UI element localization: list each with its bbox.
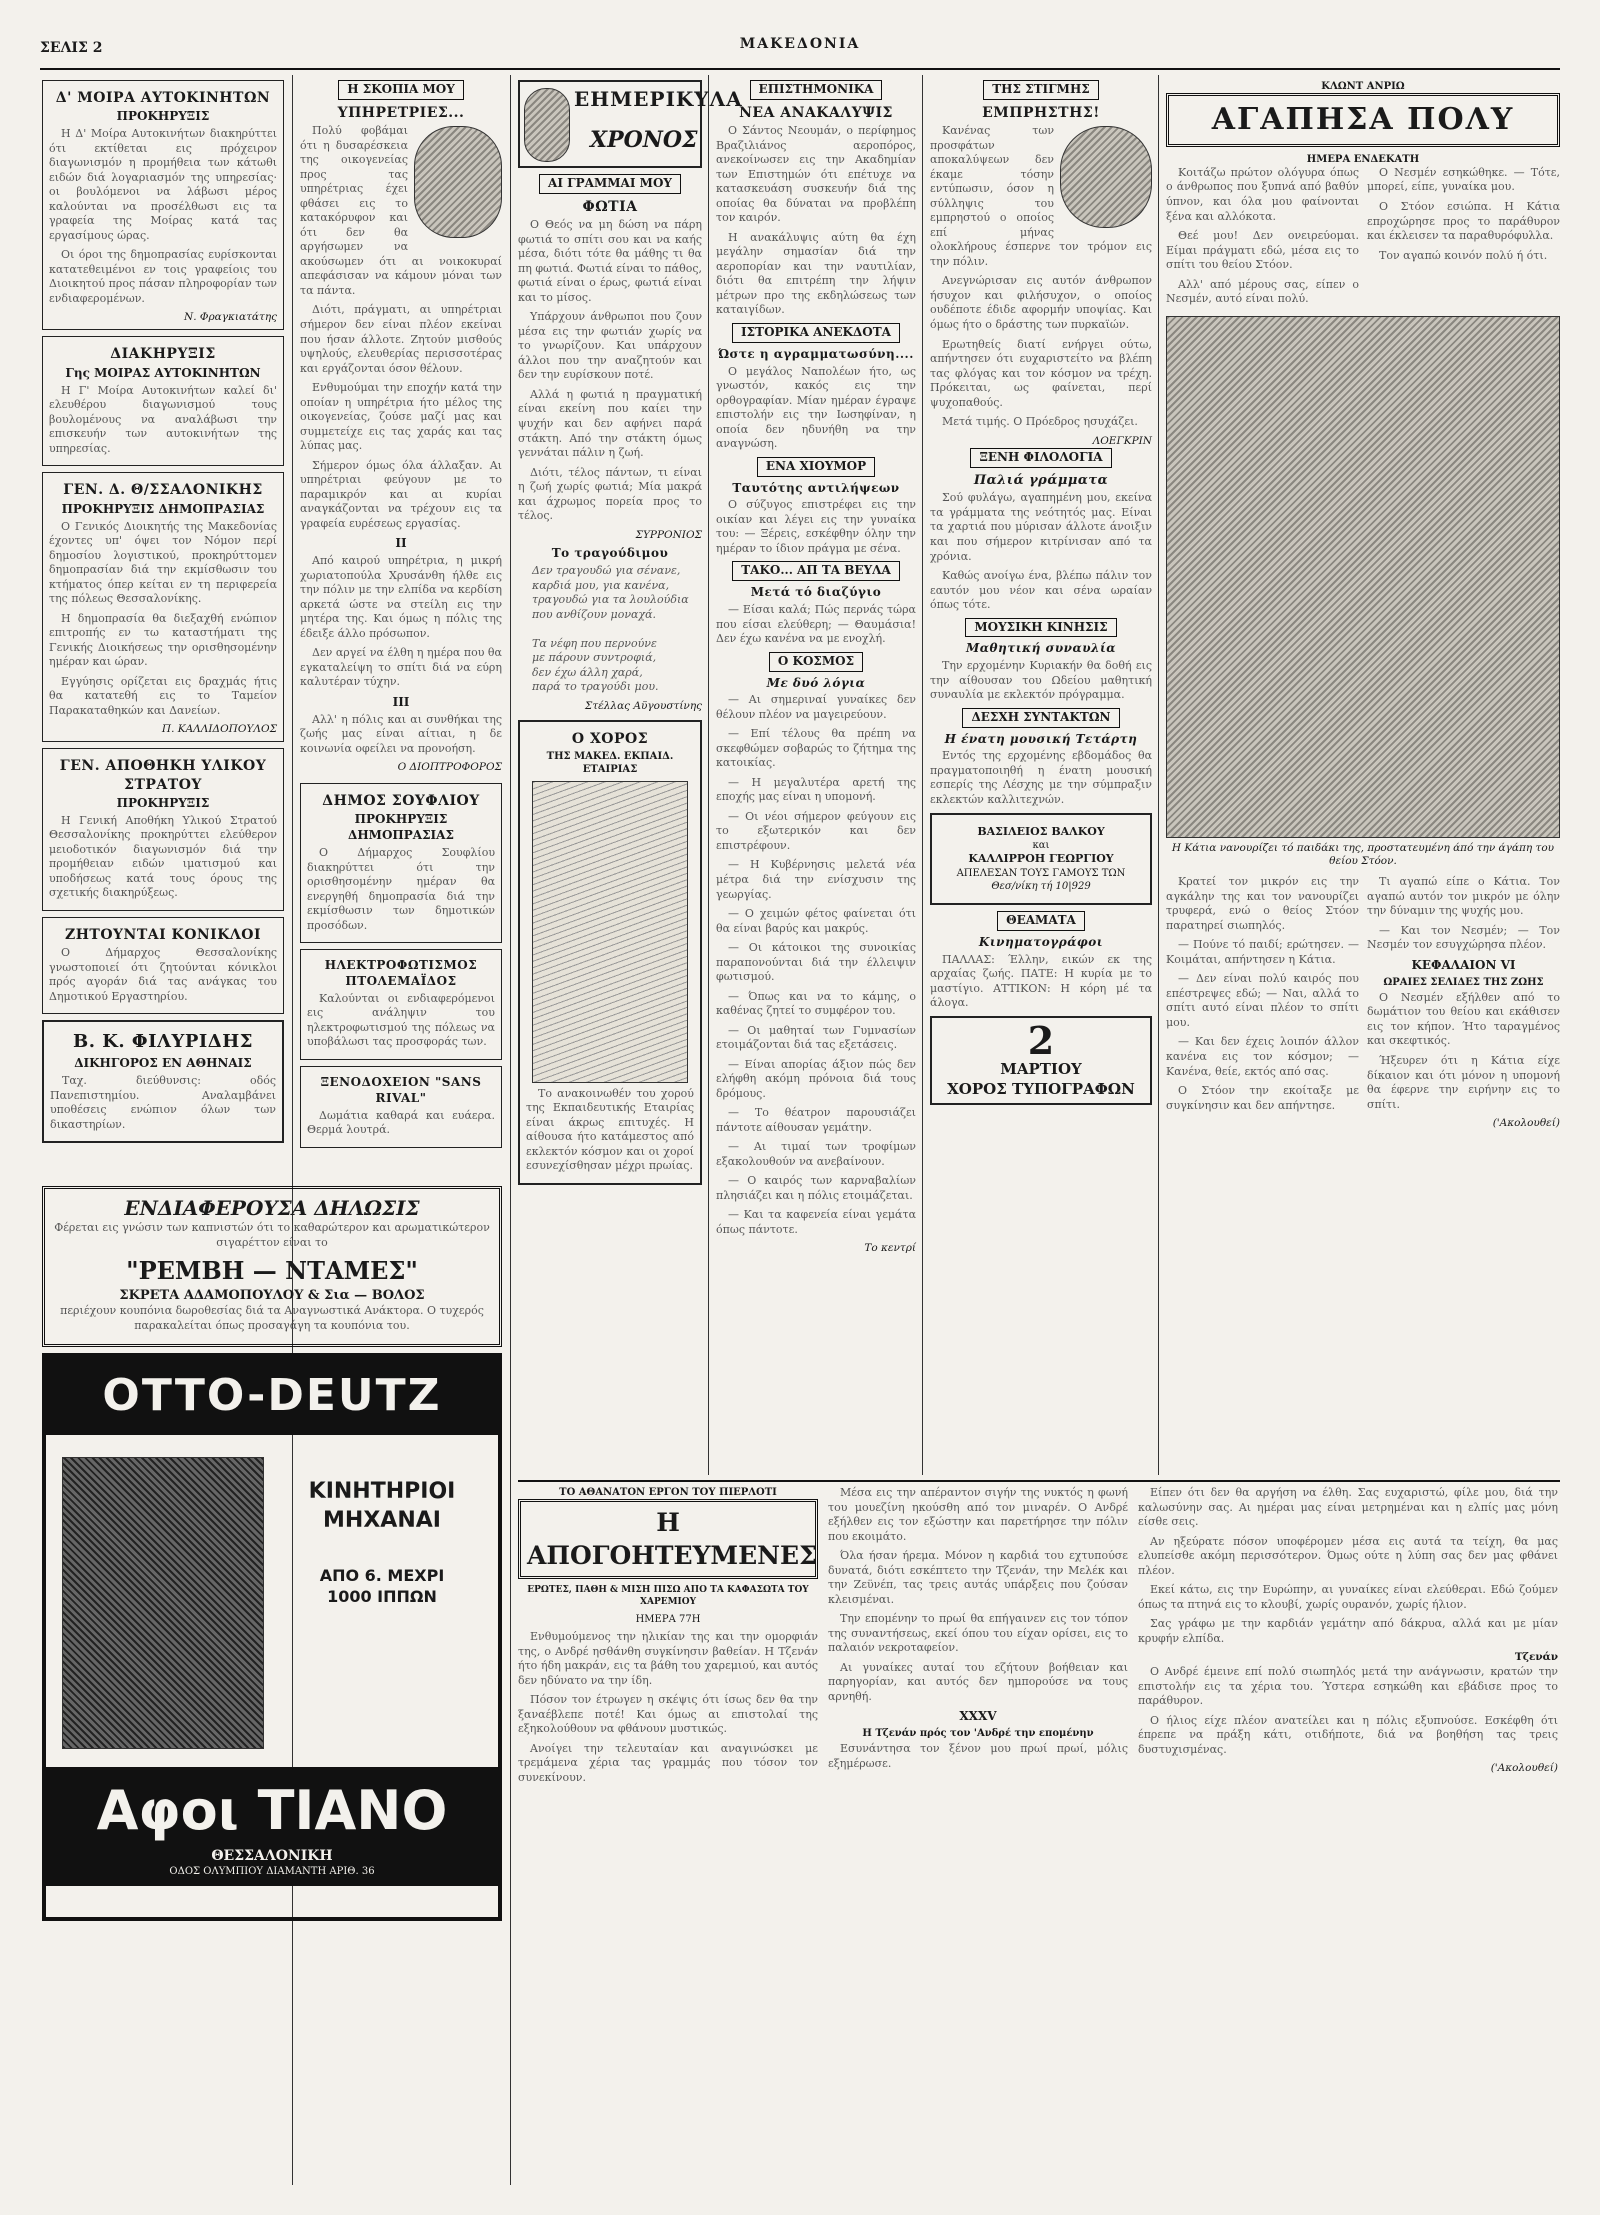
banner-face-illustration	[524, 88, 570, 162]
banner-word-2: ΧΡΟΝΟΣ	[590, 127, 698, 153]
ball-month: ΜΑΡΤΙΟΥ	[1000, 1059, 1082, 1078]
ad-otto-deutz	[42, 1353, 502, 1921]
continued-note: ('Ακολουθεί)	[1490, 1762, 1558, 1775]
poem-signature: Στέλλας Αϋγουστίνης	[584, 699, 702, 712]
ad-typographers-ball	[930, 1016, 1152, 1106]
masthead	[40, 30, 1560, 70]
ad-title: ΞΕΝΟΔΟΧΕΙΟΝ "SANS RIVAL"	[320, 1074, 482, 1105]
notice-subtitle: ΠΡΟΚΗΡΥΞΙΣ	[116, 109, 210, 124]
notice-title: ΖΗΤΟΥΝΤΑΙ ΚΟΝΙΚΛΟΙ	[64, 926, 262, 943]
portrait-illustration	[1060, 126, 1152, 228]
feuilleton-col-2: Μέσα εις την απέραντον σιγήν της νυκτός η φωνή του μουεζίνη ηκούσθη από τον μιναρέν. Ο Ανδρέ εξήλθεν εις τον εξώστην και παρετήρησε την πόλιν που εκοιμάτο. Όλα ήσαν ήρεμα. Μόνον η καρδιά του εχτυπούσε δυνατά, διότι εσκέπτετο την Τζενάν, την Μελέκ και την Ζεϋνέπ, τας τρεις αυτάς υπάρξεις που ζούσαν κλεισμέναι. Την επομένην το πρωί θα επήγαινεν εις τον τόπον της συναντήσεως, εκεί όπου του είχαν ορίσει, εις το παλαιόν νεκροταφείον. Αι γυναίκες αυταί του εζήτουν βοήθειαν και παρηγορίαν, και αυτός δεν ημπορούσε να τους αρνηθή. XXXV Η Τζενάν πρός τον 'Ανδρέ την επομένην Εσυνάντησα τον ξένον μου πρωί πρωί, μόλις εξημέρωσε.	[828, 1486, 1128, 1770]
feuilleton-subtitle: ΕΡΩΤΕΣ, ΠΑΘΗ & ΜΙΣΗ ΠΙΣΩ ΑΠΟ ΤΑ ΚΑΦΑΣΩΤΑ ΤΟΥ ΧΑΡΕΜΙΟΥ	[527, 1585, 809, 1608]
section-tag: ΑΙ ΓΡΑΜΜΑΙ ΜΟΥ	[539, 174, 681, 194]
poem-title: Το τραγούδιμου	[551, 546, 669, 561]
section-tag: ΕΠΙΣΤΗΜΟΝΙΚΑ	[750, 80, 883, 100]
notice-title: Δ' ΜΟΙΡΑ ΑΥΤΟΚΙΝΗΤΩΝ	[55, 90, 271, 106]
notice-general-administration: ΓΕΝ. Δ. Θ/ΣΣΑΛΟΝΙΚΗΣ ΠΡΟΚΗΡΥΞΙΣ ΔΗΜΟΠΡΑΣΙΑΣ Ο Γενικός Διοικητής της Μακεδονίας έχοντες υπ' όψει τον Νόμον περί δημοσίου λογιστικού, προκηρύττομεν δημοπρασίαν διά την εκμίσθωσιν του κτήματος όπερ κείται εν τη περιφερεία της πόλεως Θεσσαλονίκης. Η δημοπρασία θα διεξαχθή ενώπιον επιτροπής εν τω καταστήματι της Γενικής Διοικήσεως την ορισθησομένην ημέραν και ώραν. Εγγύησις ορίζεται εις δραχμάς ήτις θα κατατεθή εις το Ταμείον Παρακαταθηκών και Δανείων. Π. ΚΑΛΛΙΔΟΠΟΥΛΟΣ	[42, 472, 284, 742]
ad-hotel: ΞΕΝΟΔΟΧΕΙΟΝ "SANS RIVAL" Δωμάτια καθαρά και ευάερα. Θερμά λουτρά.	[300, 1066, 502, 1148]
notice-rabbits: ΖΗΤΟΥΝΤΑΙ ΚΟΝΙΚΛΟΙ Ο Δήμαρχος Θεσσαλονίκης γνωστοποιεί ότι ζητούνται κόνικλοι πρός αγοράν διά τας ανάγκας του Δημοτικού Εργαστηρίου.	[42, 917, 284, 1015]
section-tag: ΞΕΝΗ ΦΙΛΟΛΟΓΙΑ	[970, 448, 1111, 468]
column-6: ΚΛΩΝΤ ΑΝΡΙΩ ΑΓΑΠΗΣΑ ΠΟΛΥ ΗΜΕΡΑ ΕΝΔΕΚΑΤΗ Κοιτάζω πρώτον ολόγυρα όπως ο άνθρωπος που ξυπνά από βαθύν ύπνον, και όλα μου φαίνονται ξένα και αλλόκοτα. Θεέ μου! Δεν ονειρεύομαι. Είμαι πράγματι εδώ, μέσα εις το σπίτι του θείου Στόον. Αλλ' από μέρους σας, είπεν ο Νεσμέν, αυτό είναι πολύ. Ο Νεσμέν εσηκώθηκε. — Τότε, μπορεί, είπε, γυναίκα μου. Ο Στόον εσιώπα. Η Κάτια επροχώρησε προς το παράθυρον και έκλεισεν τα παραθυρόφυλλα. Τον αγαπώ κοινόν πολύ ή ότι. Η Κάτια νανουρίζει τό παιδάκι της, προστατευμένη άπό την άγάπη του θείου Στόον. Κρατεί τον μικρόν εις την αγκάλην της και τον νανουρίζει τρυφερά, ενώ ο θείος Στόον παρατηρεί σιωπηλός. — Πούνε τό παιδί; ερώτησεν. — Κοιμάται, απήντησεν η Κάτια. — Δεν είναι πολύ καιρός που επέστρεψες εδώ; — Ναι, αλλά το σπίτι αυτό είναι πλέον το σπίτι μου. — Και δεν έχεις λοιπόν άλλον κανένα εις τον κόσμον; — Κανένα, θείε, εκτός από σας. Ο Στόον την εκοίταξε με συγκίνησιν και δεν απήντησε. Τι αγαπώ είπε ο Κάτια. Τον αγαπώ αυτόν τον μικρόν με όλην την δύναμιν της ψυχής μου. — Και τον Νεσμέν; — Τον Νεσμέν τον εσυγχώρησα πλέον. ΚΕΦΑΛΑΙΟΝ VI ΩΡΑΙΕΣ ΣΕΛΙΔΕΣ ΤΗΣ ΖΩΗΣ Ο Νεσμέν εξήλθεν από το δωμάτιον του θείου και εκάθισεν εις τον κήπον. Ήτο ταραγμένος και σκεφτικός. Ήξευρεν ότι η Κάτια είχε δίκαιον και ότι μόνον η υπομονή θα έφερνε την ειρήνην εις το σπίτι. ('Ακολουθεί)	[1166, 81, 1560, 1130]
ad-subtitle: ΔΙΚΗΓΟΡΟΣ ΕΝ ΑΘΗΝΑΙΣ	[74, 1056, 252, 1071]
article-title: Ο ΧΟΡΟΣ	[571, 730, 649, 747]
article-signature: Ο ΔΙΟΠΤΡΟΦΟΡΟΣ	[397, 761, 502, 774]
serial-title-box	[1166, 93, 1560, 147]
article-title: Παλιά γράμματα	[973, 473, 1109, 489]
column-rule	[708, 75, 709, 1475]
ad-dealer: Αφοι ΤΙΑΝΟ	[96, 1779, 448, 1843]
notice-title: ΔΙΑΚΗΡΥΞΙΣ	[110, 346, 216, 363]
ball-day: 2	[1027, 1017, 1055, 1063]
ad-address: ΟΔΟΣ ΟΛΥΜΠΙΟΥ ΔΙΑΜΑΝΤΗ ΑΡΙΘ. 36	[169, 1866, 375, 1878]
bottom-ads	[42, 1180, 502, 2180]
section-tag: Ο ΚΟΣΜΟΣ	[769, 652, 863, 672]
notice-signature: Π. ΚΑΛΛΙΔΟΠΟΥΛΟΣ	[161, 723, 277, 736]
column-rule	[922, 75, 923, 1475]
column-5: ΤΗΣ ΣΤΙΓΜΗΣ ΕΜΠΡΗΣΤΗΣ! Κανένας των προσφάτων αποκαλύψεων δεν έκαμε τόσην εντύπωσιν, όσον η σύλληψις του εμπρηστού ο οποίος επί μήνας ολοκλήρους έσπερνε τον τρόμον εις την πόλιν. Ανεγνώρισαν εις αυτόν άνθρωπον ήσυχον και φιλήσυχον, ο οποίος ουδέποτε έδιδε αφορμήν υποψίας. Και όμως ήτο ο δράστης των πυρκαϊών. Ερωτηθείς διατί ενήργει ούτω, απήντησεν ότι ευχαριστείτο να βλέπη τας φλόγας και τον κόσμον να τρέχη. Πρόκειται, ως φαίνεται, περί ψυχοπαθούς. Μετά τιμής. Ο Πρόεδρος ησυχάζει. ΛΟΕΓΚΡΙΝ ΞΕΝΗ ΦΙΛΟΛΟΓΙΑ Παλιά γράμματα Σού φυλάγω, αγαπημένη μου, εκείνα τα γράμματα της νεότητός μας. Είναι τα χαρτιά που μύρισαν άλλοτε άνοιξιν και που σήμερον κιτρίνισαν από τα χρόνια. Καθώς ανοίγω ένα, βλέπω πάλιν τον εαυτόν μου νέον και σένα ωραίαν όπως τότε. ΜΟΥΣΙΚΗ ΚΙΝΗΣΙΣ Μαθητική συναυλία Την ερχομένην Κυριακήν θα δοθή εις την αίθουσαν του Ωδείου μαθητική συναυλία με εκλεκτόν πρόγραμμα. ΔΕΣΧΗ ΣΥΝΤΑΚΤΩΝ Η ένατη μουσική Τετάρτη Εντός της ερχομένης εβδομάδος θα πραγματοποιηθή η ένατη μουσική εσπερίς της Λέσχης με την σύμπραξιν εκλεκτών καλλιτεχνών. ΒΑΣΙΛΕΙΟΣ ΒΑΛΚΟΥ και ΚΑΛΛΙΡΡΟΗ ΓΕΩΡΓΙΟΥ ΑΠΕΛΕΣΑΝ ΤΟΥΣ ΓΑΜΟΥΣ ΤΩΝ Θεσ/νίκη τή 10|929 ΘΕΑΜΑΤΑ Κινηματογράφοι ΠΑΛΛΑΣ: Έλλην, εικών εκ της αρχαίας ζωής. ΠΑΤΕ: Η κυρία με το μαστίγιο. ΑΤΤΙΚΟΝ: Η κόρη μέ τα άλογα. 2 ΜΑΡΤΙΟΥ ΧΟΡΟΣ ΤΥΠΟΓΡΑΦΩΝ	[930, 80, 1152, 1470]
ad-title: ΕΝΔΙΑΦΕΡΟΥΣΑ ΔΗΛΩΣΙΣ	[124, 1196, 420, 1220]
article-signature: ΣΥΡΡΟΝΙΟΣ	[635, 528, 702, 541]
feuilleton-section	[518, 1480, 1560, 2186]
section-tag: ΘΕΑΜΑΤΑ	[997, 911, 1085, 931]
chapter-number: ΚΕΦΑΛΑΙΟΝ VI	[1411, 957, 1516, 972]
notice-subtitle: ΠΡΟΚΗΡΥΞΙΣ	[116, 796, 210, 811]
article-title: ΝΕΑ ΑΝΑΚΑΛΥΨΙΣ	[739, 104, 893, 121]
article-signature: Το κεντρί	[864, 1242, 916, 1255]
article-title: Με δυό λόγια	[766, 675, 866, 690]
ad-declaration: ΕΝΔΙΑΦΕΡΟΥΣΑ ΔΗΛΩΣΙΣ Φέρεται εις γνώσιν των καπνιστών ότι το καθαρώτερον και αρωματικώτερον σιγαρέττον είναι το "ΡΕΜΒΗ — ΝΤΑΜΕΣ" ΣΚΡΕΤΑ ΑΔΑΜΟΠΟΥΛΟΥ & Σια — ΒΟΛΟΣ περιέχουν κουπόνια δωροθεσίας διά τα Αναγνωστικά Ανάκτορα. Ο τυχερός παρακαλείται όπως προσαγάγη τα κουπόνια του.	[42, 1186, 502, 1347]
section-tag: ΤΗΣ ΣΤΙΓΜΗΣ	[983, 80, 1099, 100]
article-title: Ταυτότης αντιλήψεων	[732, 480, 900, 495]
section-tag: ΤΑΚΟ... ΑΠ ΤΑ ΒΕΥΛΑ	[732, 561, 900, 581]
ad-brand: OTTO-DEUTZ	[46, 1357, 498, 1435]
section-tag: ΔΕΣΧΗ ΣΥΝΤΑΚΤΩΝ	[962, 708, 1119, 728]
masthead-rule	[40, 68, 1560, 70]
wedding-announcement	[930, 813, 1152, 906]
article-title: Ώστε η αγραμματωσύνη....	[718, 346, 914, 361]
column-1	[42, 80, 284, 1170]
ad-line: ΚΙΝΗΤΗΡΙΟΙ	[308, 1479, 456, 1505]
fashion-illustration	[532, 781, 688, 1083]
ad-line: 1000 ΙΠΠΩΝ	[327, 1587, 437, 1607]
article-subtitle: ΤΗΣ ΜΑΚΕΔ. ΕΚΠΑΙΔ. ΕΤΑΙΡΙΑΣ	[546, 751, 674, 776]
notice-title: ΓΕΝ. ΑΠΟΘΗΚΗ ΥΛΙΚΟΥ ΣΤΡΑΤΟΥ	[59, 758, 267, 793]
notice-title: ΓΕΝ. Δ. Θ/ΣΣΑΛΟΝΙΚΗΣ	[63, 482, 263, 499]
notice-declaration: ΔΙΑΚΗΡΥΞΙΣ Γης ΜΟΙΡΑΣ ΑΥΤΟΚΙΝΗΤΩΝ Η Γ' Μοίρα Αυτοκινήτων καλεί δι' ελευθέρου διαγωνισμού τους βουλομένους να αναλάβωσι την επισκευήν των αυτοκινήτων της υπηρεσίας.	[42, 336, 284, 466]
notice-title: ΔΗΜΟΣ ΣΟΥΦΛΙΟΥ	[322, 792, 480, 809]
chapter-title: Η Τζενάν πρός τον 'Ανδρέ την επομένην	[862, 1728, 1094, 1740]
wedding-and: και	[1032, 840, 1050, 852]
photo-caption: Η Κάτια νανουρίζει τό παιδάκι της, προστατευμένη άπό την άγάπη του θείου Στόον.	[1171, 841, 1555, 868]
article-title: ΥΠΗΡΕΤΡΙΕΣ...	[337, 104, 465, 121]
ad-line: ΜΗΧΑΝΑΙ	[323, 1508, 441, 1534]
column-2: Η ΣΚΟΠΙΑ ΜΟΥ ΥΠΗΡΕΤΡΙΕΣ... Πολύ φοβάμαι ότι η δυσαρέσκεια της οικογενείας προς τας υπηρέτριας έχει φθάσει εις το κατακόρυφον και ότι δεν θα αργήσωμεν να ακούσωμεν ότι αι νοικοκυραί απεφάσισαν να κάμουν μόναι των τα πάντα. Διότι, πράγματι, αι υπηρέτριαι σήμερον δεν είναι πλέον εκείναι που ήσαν άλλοτε. Ζητούν μισθούς υψηλούς, ελευθερίας περισσοτέρας και εργάζονται όσον θέλουν. Ενθυμούμαι την εποχήν κατά την οποίαν η υπηρέτρια ήτο μέλος της οικογενείας, ζούσε μαζί μας και συμμετείχε εις τας χαράς και τας λύπας μας. Σήμερον όμως όλα άλλαξαν. Αι υπηρέτριαι φεύγουν με το παραμικρόν και αι κυρίαι αναγκάζονται να τρέχουν εις τα γραφεία ευρέσεως εργασίας. ΙΙ Από καιρού υπηρέτρια, η μικρή χωριατοπούλα Χρυσάνθη ήλθε εις την πόλιν με την ελπίδα να κερδίση αρκετά ώστε να στείλη εις την μητέρα της. Και όμως η πόλις της έδειξε άλλο πρόσωπον. Δεν αργεί να έλθη η ημέρα που θα εγκαταλείψη το σπίτι διά να εύρη καλυτέραν τύχην. ΙΙΙ Αλλ' η πόλις και αι συνθήκαι της ζωής μας είναι αίτιαι, η δε κοινωνία οφείλει να προνοήση. Ο ΔΙΟΠΤΡΟΦΟΡΟΣ ΔΗΜΟΣ ΣΟΥΦΛΙΟΥ ΠΡΟΚΗΡΥΞΙΣ ΔΗΜΟΠΡΑΣΙΑΣ Ο Δήμαρχος Σουφλίου διακηρύττει ότι την ορισθησομένην ημέραν θα ενεργηθή δημοπρασία διά την εκμίσθωσιν των δημοτικών προσόδων. ΗΛΕΚΤΡΟΦΩΤΙΣΜΟΣ ΠΤΟΛΕΜΑΪΔΟΣ Καλούνται οι ενδιαφερόμενοι εις ανάληψιν του ηλεκτροφωτισμού της πόλεως να υποβάλωσι τας προσφοράς των. ΞΕΝΟΔΟΧΕΙΟΝ "SANS RIVAL" Δωμάτια καθαρά και ευάερα. Θερμά λουτρά.	[300, 80, 502, 1170]
notice-electric-ptolemaida: ΗΛΕΚΤΡΟΦΩΤΙΣΜΟΣ ΠΤΟΛΕΜΑΪΔΟΣ Καλούνται οι ενδιαφερόμενοι εις ανάληψιν του ηλεκτροφωτισμού της πόλεως να υποβάλωσι τας προσφοράς των.	[300, 949, 502, 1060]
article-signature: ΛΟΕΓΚΡΙΝ	[1092, 434, 1152, 447]
ad-city: ΘΕΣΣΑΛΟΝΙΚΗ	[211, 1847, 333, 1864]
notice-motor-units: Δ' ΜΟΙΡΑ ΑΥΤΟΚΙΝΗΤΩΝ ΠΡΟΚΗΡΥΞΙΣ Η Δ' Μοίρα Αυτοκινήτων διακηρύττει ότι εκτίθεται εις πρόχειρον διαγωνισμόν η προμήθεια των κάτωθι ειδών διά λογαριασμόν της υπηρεσίας· οι βουλόμενοι να λάβωσι μέρος καλούνται να προσέλθωσι εις τα γραφεία της Μοίρας κατά τας εργασίμους ώρας. Οι όροι της δημοπρασίας ευρίσκονται κατατεθειμένοι εν τοις γραφείοις του Διοικητού προς πάσαν πληροφορίαν των ενδιαφερομένων. Ν. Φραγκιατάτης	[42, 80, 284, 330]
ad-lawyer: Β. Κ. ΦΙΛΥΡΙΔΗΣ ΔΙΚΗΓΟΡΟΣ ΕΝ ΑΘΗΝΑΙΣ Ταχ. διεύθυνσις: οδός Πανεπιστημίου. Αναλαμβάνει υποθέσεις ενώπιον όλων των δικαστηρίων.	[42, 1020, 284, 1143]
section-tag: ΙΣΤΟΡΙΚΑ ΑΝΕΚΔΟΤΑ	[732, 323, 900, 343]
column-rule	[510, 75, 511, 2185]
column-3: ΕΗΜΕΡΙΚΥΛΑ ΧΡΟΝΟΣ ΑΙ ΓΡΑΜΜΑΙ ΜΟΥ ΦΩΤΙΑ Ο Θεός να μη δώση να πάρη φωτιά το σπίτι σου και να καής μέσα, διότι τότε θα μάθης τι θα πη φωτιά. Φωτιά είναι το πάθος, φωτιά είναι ο έρως, φωτιά είναι και το μίσος. Υπάρχουν άνθρωποι που ζουν μέσα εις την φωτιάν χωρίς να το γνωρίζουν. Και υπάρχουν άλλοι που την αναζητούν και δεν την ευρίσκουν ποτέ. Αλλά η φωτιά η πραγματική είναι εκείνη που καίει την ψυχήν και δεν αφήνει παρά στάκτη. Από την στάκτη όμως γεννάται πάλιν η ζωή. Διότι, τέλος πάντων, τι είναι η ζωή χωρίς φωτιά; Μία μακρά και άχρωμος πορεία προς το τέλος. ΣΥΡΡΟΝΙΟΣ Το τραγούδιμου Δεν τραγουδώ για σένανε, καρδιά μου, για κανένα, τραγουδώ για τα λουλούδια που ανθίζουν μοναχά. Τα νέφη που περνούνε με πάρουν συντροφιά, δεν έχω άλλη χαρά, παρά το τραγούδι μου. Στέλλας Αϋγουστίνης Ο ΧΟΡΟΣ ΤΗΣ ΜΑΚΕΔ. ΕΚΠΑΙΔ. ΕΤΑΙΡΙΑΣ Το ανακοινωθέν του χορού της Εκπαιδευτικής Εταιρίας είναι άκρως επιτυχές. Η αίθουσα ήτο κατάμεστος από εκλεκτόν κόσμον και οι χοροί εσυνεχίσθησαν μέχρι πρωίας.	[518, 80, 702, 1470]
article-title: Κινηματογράφοι	[978, 934, 1104, 949]
notice-subtitle: Γης ΜΟΙΡΑΣ ΑΥΤΟΚΙΝΗΤΩΝ	[65, 365, 261, 380]
wedding-date: Θεσ/νίκη τή 10|929	[991, 880, 1091, 892]
section-tag: Η ΣΚΟΠΙΑ ΜΟΥ	[338, 80, 464, 100]
serial-title: ΑΓΑΠΗΣΑ ΠΟΛΥ	[1211, 102, 1515, 138]
paper-name: ΜΑΚΕΔΟΝΙΑ	[739, 36, 861, 52]
notice-title: ΗΛΕΚΤΡΟΦΩΤΙΣΜΟΣ ΠΤΟΛΕΜΑΪΔΟΣ	[324, 958, 478, 988]
chapter-title: ΩΡΑΙΕΣ ΣΕΛΙΔΕΣ ΤΗΣ ΖΩΗΣ	[1383, 976, 1544, 988]
notice-subtitle: ΠΡΟΚΗΡΥΞΙΣ ΔΗΜΟΠΡΑΣΙΑΣ	[61, 501, 265, 516]
notice-signature: Ν. Φραγκιατάτης	[184, 311, 277, 324]
column-4: ΕΠΙΣΤΗΜΟΝΙΚΑ ΝΕΑ ΑΝΑΚΑΛΥΨΙΣ Ο Σάντος Νεουμάν, ο περίφημος Βραζιλιάνος αεροπόρος, ανεκοίνωσεν εις την Ακαδημίαν των Επιστημών ότι επέτυχε να κατασκευάση συσκευήν διά της οποίας θα δύναται να προβλέπη τον καιρόν. Η ανακάλυψις αύτη θα έχη μεγάλην σημασίαν διά την αεροπορίαν και την ναυτιλίαν, διότι θα επιτρέπη την λήψιν μέτρων προ της εκδηλώσεως των καταιγίδων. ΙΣΤΟΡΙΚΑ ΑΝΕΚΔΟΤΑ Ώστε η αγραμματωσύνη.... Ο μεγάλος Ναπολέων ήτο, ως γνωστόν, κακός εις την ορθογραφίαν. Μίαν ημέραν έγραψε επιστολήν εις την Ιωσηφίναν, η οποία δεν ηδυνήθη να την αναγνώση. ΕΝΑ ΧΙΟΥΜΟΡ Ταυτότης αντιλήψεων Ο σύζυγος επιστρέφει εις την οικίαν και λέγει εις την γυναίκα του: — Ξέρεις, εσκέφθην όλην την ημέραν το ίδιον πράγμα με σένα. ΤΑΚΟ... ΑΠ ΤΑ ΒΕΥΛΑ Μετά τό διαζύγιο — Είσαι καλά; Πώς περνάς τώρα που είσαι ελεύθερη; — Θαυμάσια! Δεν έχω κανένα να με ενοχλή. Ο ΚΟΣΜΟΣ Με δυό λόγια — Αι σημεριναί γυναίκες δεν θέλουν πλέον να μαγειρεύουν. — Επί τέλους θα πρέπη να σκεφθώμεν σοβαρώς το ζήτημα της κατοικίας. — Η μεγαλυτέρα αρετή της εποχής μας είναι η υπομονή. — Οι νέοι σήμερον φεύγουν εις το εξωτερικόν και δεν επιστρέφουν. — Η Κυβέρνησις μελετά νέα μέτρα διά την ενίσχυσιν της γεωργίας. — Ο χειμών φέτος φαίνεται ότι θα είναι βαρύς και μακρύς. — Οι κάτοικοι της συνοικίας παραπονούνται διά την έλλειψιν φωτισμού. — Όπως και να το κάμης, ο καθένας ζητεί το συμφέρον του. — Οι μαθηταί των Γυμνασίων ετοιμάζονται διά τας εξετάσεις. — Είναι απορίας άξιον πώς δεν ελήφθη ακόμη πρόνοια διά τους δρόμους. — Το θέατρον παρουσιάζει πάντοτε αίθουσαν γεμάτην. — Αι τιμαί των τροφίμων εξακολουθούν να ανεβαίνουν. — Ο καιρός των καρναβαλίων πλησιάζει και η πόλις ετοιμάζεται. — Και τα καφενεία είναι γεμάτα όπως πάντοτε. Το κεντρί	[716, 82, 916, 1255]
article-title: Η ένατη μουσική Τετάρτη	[944, 731, 1138, 746]
serial-author: ΚΛΩΝΤ ΑΝΡΙΩ	[1321, 81, 1405, 92]
article-title: ΕΜΠΡΗΣΤΗΣ!	[982, 104, 1100, 121]
ad-line: ΑΠΟ 6. ΜΕΧΡΙ	[319, 1566, 445, 1586]
feuilleton-day: ΗΜΕΡΑ 77Η	[635, 1613, 701, 1625]
wedding-groom: ΒΑΣΙΛΕΙΟΣ ΒΑΛΚΟΥ	[977, 824, 1105, 838]
ball-title: ΧΟΡΟΣ ΤΥΠΟΓΡΑΦΩΝ	[947, 1079, 1135, 1098]
ad-subtitle: ΣΚΡΕΤΑ ΑΔΑΜΟΠΟΥΛΟΥ & Σια — ΒΟΛΟΣ	[119, 1288, 425, 1304]
feuilleton-title: Η ΑΠΟΓΟΗΤΕΥΜΕΝΕΣ	[527, 1508, 817, 1571]
serial-photograph	[1166, 316, 1560, 838]
continued-note: ('Ακολουθεί)	[1492, 1117, 1560, 1130]
notice-subtitle: ΠΡΟΚΗΡΥΞΙΣ ΔΗΜΟΠΡΑΣΙΑΣ	[348, 812, 454, 843]
wedding-bride: ΚΑΛΛΙΡΡΟΗ ΓΕΩΡΓΙΟΥ	[968, 852, 1114, 866]
notice-soufli: ΔΗΜΟΣ ΣΟΥΦΛΙΟΥ ΠΡΟΚΗΡΥΞΙΣ ΔΗΜΟΠΡΑΣΙΑΣ Ο Δήμαρχος Σουφλίου διακηρύττει ότι την ορισθησομένην ημέραν θα ενεργηθή δημοπρασία διά την εκμίσθωσιν των δημοτικών προσόδων.	[300, 783, 502, 943]
ad-brand: "ΡΕΜΒΗ — ΝΤΑΜΕΣ"	[126, 1256, 418, 1286]
banner-word-1: ΕΗΜΕΡΙΚΥΛΑ	[574, 87, 743, 111]
section-tag: ΜΟΥΣΙΚΗ ΚΙΝΗΣΙΣ	[965, 618, 1116, 638]
caricature-illustration	[414, 126, 502, 238]
feuilleton-col-3: Είπεν ότι δεν θα αργήση να έλθη. Σας ευχαριστώ, φίλε μου, διά την καλωσύνην σας. Αι ημέραι μας είναι μετρημέναι και η ελπίς μας μόνη είσθε σεις. Αν ηξεύρατε πόσον υποφέρομεν μέσα εις αυτά τα τείχη, θα μας ελυπείσθε ακόμη περισσότερον. Όμως ούτε η λύπη σας δεν μας φθάνει πλέον. Εκεί κάτω, εις την Ευρώπην, αι γυναίκες είναι ελεύθεραι. Εδώ ζούμεν όπως τα πτηνά εις το κλουβί, χωρίς ουρανόν, χωρίς ήλιον. Σας γράφω με την καρδιάν γεμάτην από δάκρυα, αλλά και με μίαν κρυφήν ελπίδα. Τζενάν Ο Ανδρέ έμεινε επί πολύ σιωπηλός μετά την ανάγνωσιν, κρατών την επιστολήν εις τα χέρια του. Ύστερα εσηκώθη και εβάδισε προς το παράθυρον. Ο ήλιος είχε πλέον ανατείλει και η πόλις εξυπνούσε. Εσκέφθη ότι έπρεπε να πράξη κάτι, οτιδήποτε, διά να βοηθήση τας τρεις δυστυχισμένας. ('Ακολουθεί)	[1138, 1486, 1558, 1775]
article-title: Μετά τό διαζύγιο	[750, 585, 882, 600]
wedding-text: ΑΠΕΛΕΣΑΝ ΤΟΥΣ ΓΑΜΟΥΣ ΤΩΝ	[956, 867, 1126, 879]
feuilleton-col-1: ΤΟ ΑΘΑΝΑΤΟΝ ΕΡΓΟΝ ΤΟΥ ΠΙΕΡΛΟΤΙ Η ΑΠΟΓΟΗΤΕΥΜΕΝΕΣ ΕΡΩΤΕΣ, ΠΑΘΗ & ΜΙΣΗ ΠΙΣΩ ΑΠΟ ΤΑ ΚΑΦΑΣΩΤΑ ΤΟΥ ΧΑΡΕΜΙΟΥ ΗΜΕΡΑ 77Η Ενθυμούμενος την ηλικίαν της και την ομορφιάν της, ο Ανδρέ ησθάνθη συγκίνησιν βαθείαν. Η Τζενάν ήτο ήδη μακράν, εις τα βάθη του χαρεμιού, και αυτός δεν ηδύνατο να την ίδη. Πόσον τον έτρωγεν η σκέψις ότι ίσως δεν θα την ξαναέβλεπε ποτέ! Και όμως αι επιστολαί της εξηκολούθουν να φθάνουν μυστικώς. Ανοίγει την τελευταίαν και αναγινώσκει με τρεμάμενα χέρια τας γραμμάς που τόσον τον συνεκίνουν.	[518, 1487, 818, 1784]
article-title: Μαθητική συναυλία	[965, 641, 1117, 656]
feuilleton-tag: ΤΟ ΑΘΑΝΑΤΟΝ ΕΡΓΟΝ ΤΟΥ ΠΙΕΡΛΟΤΙ	[559, 1487, 777, 1498]
ad-title: Β. Κ. ΦΙΛΥΡΙΔΗΣ	[73, 1031, 253, 1053]
section-tag: ΕΝΑ ΧΙΟΥΜΟΡ	[757, 457, 875, 477]
article-title: ΦΩΤΙΑ	[582, 198, 638, 215]
letter-signature: Τζενάν	[1514, 1651, 1558, 1664]
serial-day: ΗΜΕΡΑ ΕΝΔΕΚΑΤΗ	[1306, 153, 1420, 165]
notice-army-depot: ΓΕΝ. ΑΠΟΘΗΚΗ ΥΛΙΚΟΥ ΣΤΡΑΤΟΥ ΠΡΟΚΗΡΥΞΙΣ Η Γενική Αποθήκη Υλικού Στρατού Θεσσαλονίκης προκηρύττει ελεύθερον μειοδοτικόν διαγωνισμόν διά την προμήθειαν ειδών ιματισμού και υποδήσεως κατά τους όρους της σχετικής διακηρύξεως.	[42, 748, 284, 911]
chapter-number: XXXV	[959, 1709, 997, 1724]
engine-illustration	[62, 1457, 264, 1749]
feuilleton-title-box	[518, 1499, 818, 1579]
banner-ephemeral	[518, 80, 743, 168]
page-number: ΣΕΛΙΣ 2	[40, 40, 103, 56]
dance-article: Ο ΧΟΡΟΣ ΤΗΣ ΜΑΚΕΔ. ΕΚΠΑΙΔ. ΕΤΑΙΡΙΑΣ Το ανακοινωθέν του χορού της Εκπαιδευτικής Εταιρίας είναι άκρως επιτυχές. Η αίθουσα ήτο κατάμεστος από εκλεκτόν κόσμον και οι χοροί εσυνεχίσθησαν μέχρι πρωίας.	[518, 720, 702, 1185]
column-rule	[1158, 75, 1159, 1475]
